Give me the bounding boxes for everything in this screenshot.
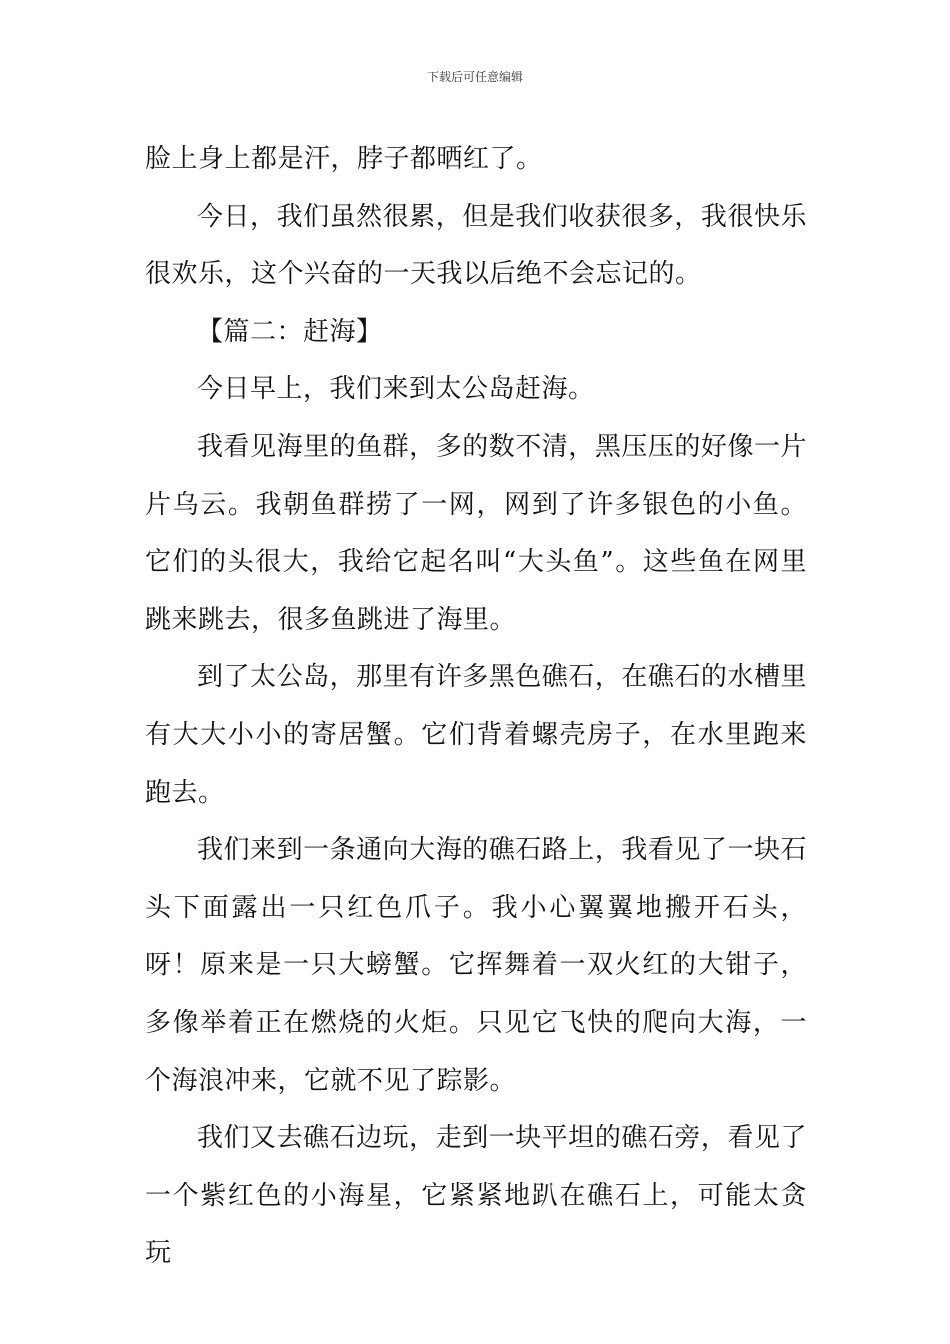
section-heading: 【篇二：赶海】 [197,316,383,347]
paragraph-6: 我们来到一条通向大海的礁石路上，我看见了一块石头下面露出一只红色爪子。我小心翼翼地搬开石头，呀！原来是一只大螃蟹。它挥舞着一双火红的大钳子，多像举着正在燃烧的火炬。只见它飞快的爬向大海，一个海浪冲来，它就不见了踪影。 [145,835,807,1096]
paragraph-4: 我看见海里的鱼群，多的数不清，黑压压的好像一片片乌云。我朝鱼群捞了一网，网到了许多银色的小鱼。它们的头很大，我给它起名叫“大头鱼”。这些鱼在网里跳来跳去，很多鱼跳进了海里。 [145,431,807,635]
header-note: 下载后可任意编辑 [426,70,523,84]
document-body [145,131,807,1283]
paragraph-2: 今日，我们虽然很累，但是我们收获很多，我很快乐很欢乐，这个兴奋的一天我以后绝不会忘记的。 [145,201,807,290]
paragraph-3: 今日早上，我们来到太公岛赶海。 [197,374,595,405]
paragraph-1: 脸上身上都是汗，脖子都晒红了。 [145,144,543,174]
paragraph-7: 我们又去礁石边玩，走到一块平坦的礁石旁，看见了一个紫红色的小海星，它紧紧地趴在礁石上，可能太贪玩 [145,1123,807,1269]
paragraph-5: 到了太公岛，那里有许多黑色礁石，在礁石的水槽里有大大小小的寄居蟹。它们背着螺壳房子，在水里跑来跑去。 [145,662,807,808]
